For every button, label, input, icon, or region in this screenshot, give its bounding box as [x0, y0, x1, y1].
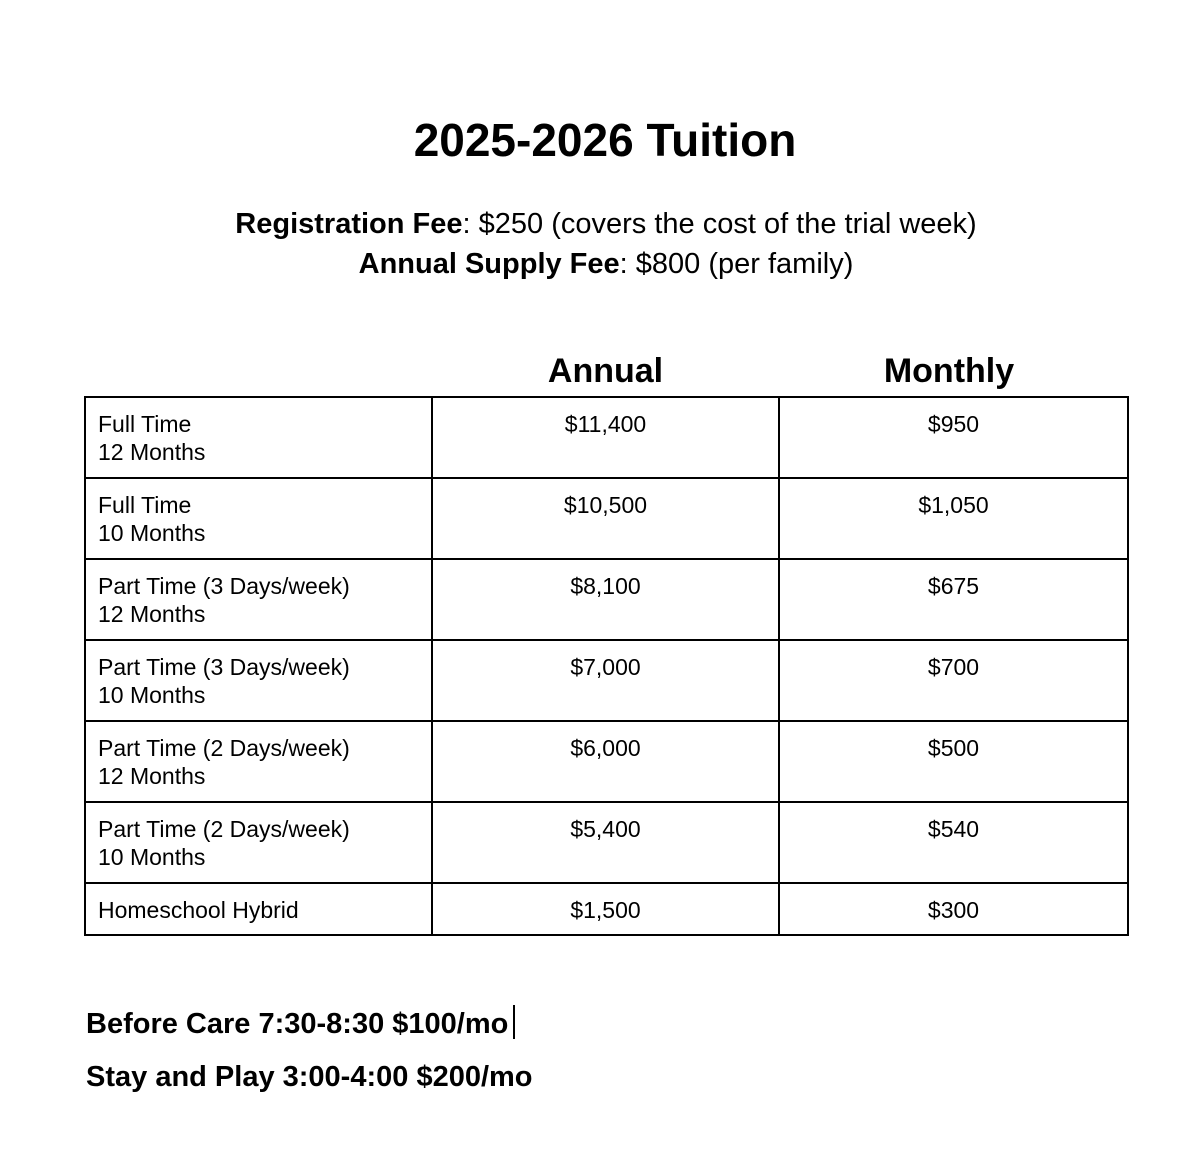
- registration-fee-value: : $250 (covers the cost of the trial week): [462, 208, 977, 240]
- monthly-price: $675: [779, 559, 1128, 640]
- program-name: Part Time (2 Days/week): [98, 816, 350, 842]
- program-name: Full Time: [98, 492, 192, 518]
- program-cell: [85, 883, 432, 935]
- annual-price: $8,100: [432, 559, 779, 640]
- program-name: Homeschool Hybrid: [98, 897, 299, 923]
- monthly-price: $1,050: [779, 478, 1128, 559]
- program-duration: 10 Months: [98, 682, 206, 708]
- annual-price: $5,400: [432, 802, 779, 883]
- supply-fee-line: [0, 246, 1200, 282]
- table-row: [85, 559, 1128, 640]
- supply-fee-label: Annual Supply Fee: [358, 248, 620, 280]
- annual-price: $11,400: [432, 397, 779, 478]
- page-title: 2025-2026 Tuition: [413, 114, 797, 166]
- program-cell: [85, 559, 432, 640]
- annual-price: $7,000: [432, 640, 779, 721]
- table-row: [85, 397, 1128, 478]
- annual-price: $1,500: [432, 883, 779, 935]
- monthly-price: $950: [779, 397, 1128, 478]
- annual-price: $6,000: [432, 721, 779, 802]
- monthly-price: $540: [779, 802, 1128, 883]
- registration-fee-label: Registration Fee: [235, 208, 463, 240]
- monthly-column-header: Monthly: [883, 352, 1015, 390]
- tuition-table: [84, 396, 1129, 936]
- program-cell: [85, 802, 432, 883]
- monthly-price: $300: [779, 883, 1128, 935]
- program-name: Part Time (2 Days/week): [98, 735, 350, 761]
- program-cell: [85, 397, 432, 478]
- registration-fee-line: [0, 206, 1200, 242]
- program-duration: 12 Months: [98, 763, 206, 789]
- monthly-price: $700: [779, 640, 1128, 721]
- program-name: Part Time (3 Days/week): [98, 654, 350, 680]
- supply-fee-value: : $800 (per family): [619, 248, 854, 280]
- program-name: Full Time: [98, 411, 192, 437]
- before-care-line: [86, 1005, 515, 1042]
- text-cursor: [513, 1005, 515, 1039]
- program-duration: 10 Months: [98, 520, 206, 546]
- program-name: Part Time (3 Days/week): [98, 573, 350, 599]
- table-row: [85, 721, 1128, 802]
- table-row: [85, 478, 1128, 559]
- table-row: [85, 883, 1128, 935]
- program-duration: 10 Months: [98, 844, 206, 870]
- monthly-price: $500: [779, 721, 1128, 802]
- table-row: [85, 640, 1128, 721]
- annual-column-header: Annual: [547, 352, 664, 390]
- program-duration: 12 Months: [98, 439, 206, 465]
- program-cell: [85, 478, 432, 559]
- table-row: [85, 802, 1128, 883]
- program-cell: [85, 721, 432, 802]
- before-care-text: Before Care 7:30-8:30 $100/mo: [86, 1008, 509, 1040]
- stay-and-play-line: Stay and Play 3:00-4:00 $200/mo: [86, 1061, 533, 1093]
- program-cell: [85, 640, 432, 721]
- program-duration: 12 Months: [98, 601, 206, 627]
- annual-price: $10,500: [432, 478, 779, 559]
